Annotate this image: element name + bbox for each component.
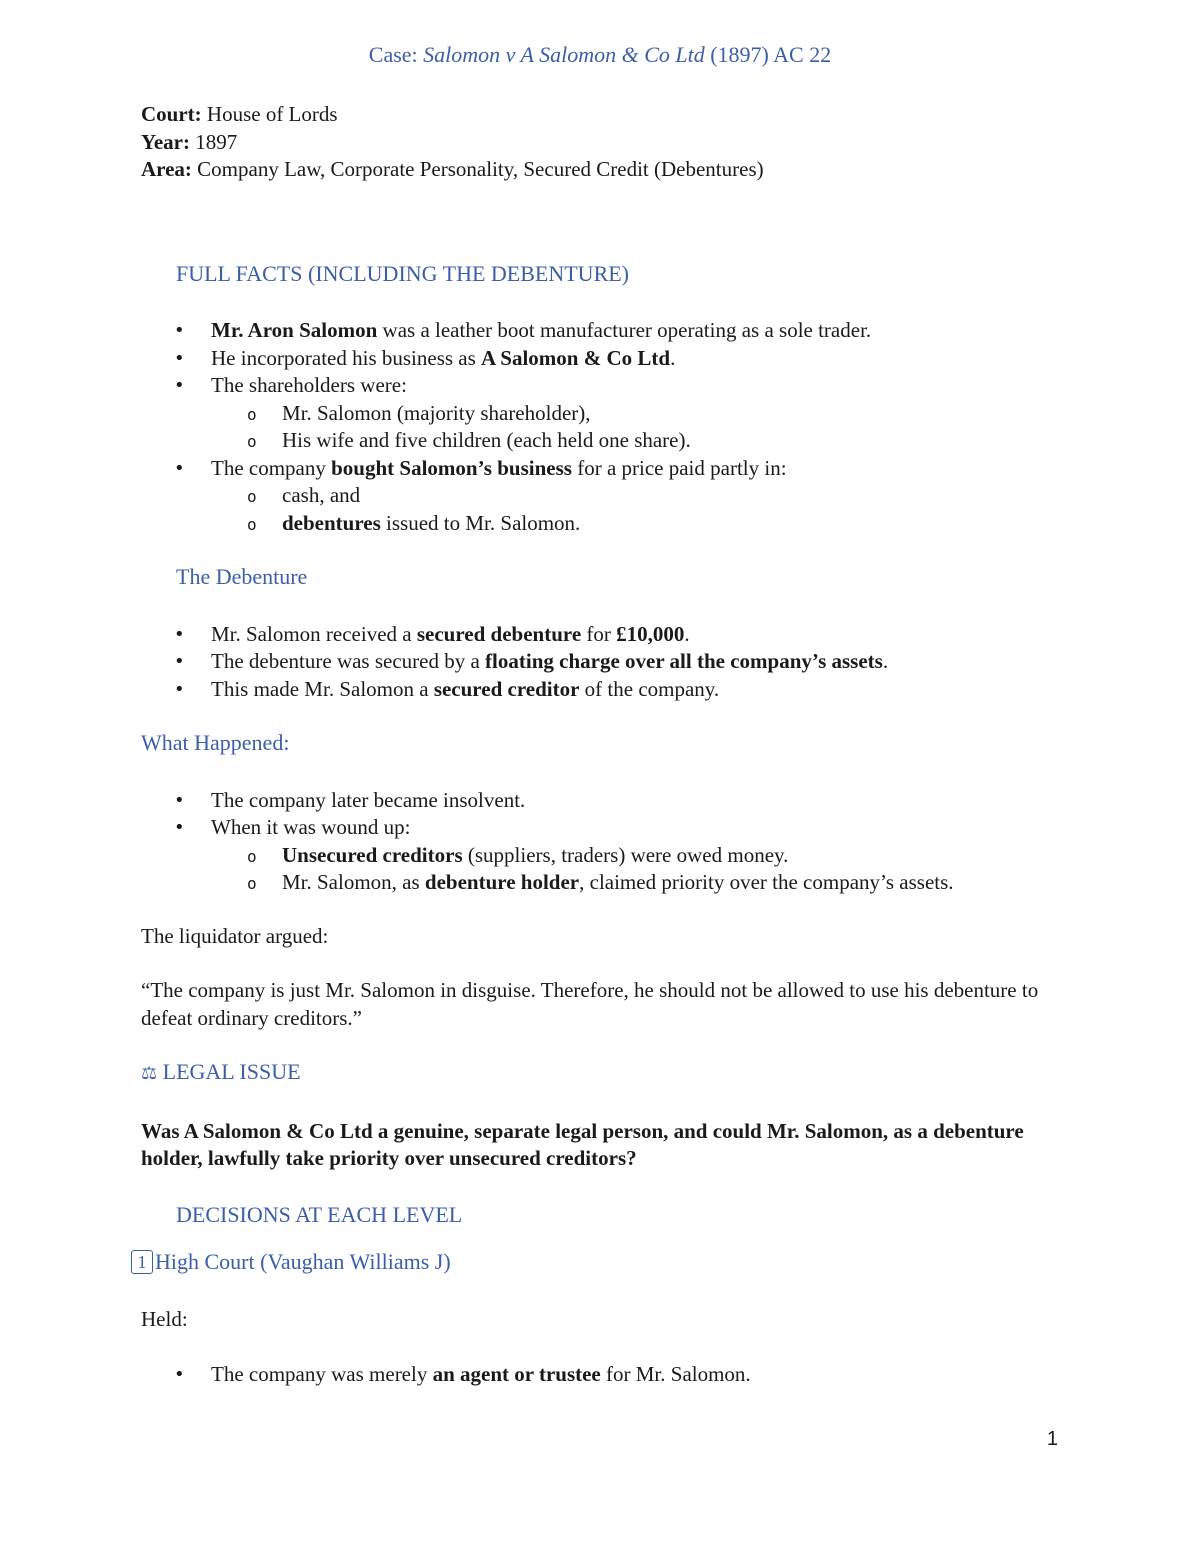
legal-issue-heading-text: LEGAL ISSUE bbox=[157, 1059, 301, 1084]
list-item-text: The debenture was secured by a bbox=[211, 649, 486, 673]
sub-list-item: o His wife and five children (each held one share). bbox=[282, 427, 1061, 455]
sub-list-item: o Mr. Salomon (majority shareholder), bbox=[282, 400, 1061, 428]
happened-list bbox=[141, 787, 1061, 897]
sub-list-item-text: Mr. Salomon, as bbox=[282, 870, 425, 894]
high-court-heading bbox=[137, 1248, 1061, 1276]
decisions-heading: DECISIONS AT EACH LEVEL bbox=[176, 1201, 463, 1227]
list-item bbox=[211, 317, 1061, 345]
year-value: 1897 bbox=[189, 129, 238, 154]
debenture-list bbox=[141, 621, 1061, 704]
sub-list-item: o cash, and bbox=[282, 482, 1061, 510]
area-label: Area: bbox=[141, 157, 192, 181]
page-number: 1 bbox=[1046, 1428, 1058, 1450]
number-one-icon: 1 bbox=[131, 1250, 153, 1274]
area-line bbox=[141, 156, 1061, 184]
liquidator-quote: “The company is just Mr. Salomon in disguise. Therefore, he should not be allowed to use his debenture to defeat ordinary creditors.” bbox=[141, 978, 1039, 1030]
page-header bbox=[0, 42, 1200, 68]
legal-issue-question-text: Was A Salomon & Co Ltd a genuine, separate legal person, and could Mr. Salomon, as a debenture holder, lawfully take priority over unsecured creditors? bbox=[141, 1118, 1024, 1170]
held-label: Held: bbox=[141, 1306, 188, 1331]
held-list bbox=[141, 1361, 1061, 1389]
liquidator-intro: The liquidator argued: bbox=[141, 923, 329, 948]
list-item-text: . bbox=[684, 621, 690, 646]
document-body bbox=[137, 101, 1061, 1389]
sub-list-item bbox=[282, 510, 1061, 538]
list-item-text: He incorporated his business as bbox=[211, 345, 482, 370]
list-item bbox=[211, 1361, 1061, 1389]
legal-issue-heading bbox=[141, 1058, 1061, 1088]
list-item: • The company later became insolvent. bbox=[211, 787, 1061, 815]
sub-list-item bbox=[282, 842, 1061, 870]
debenture-holder-bold: debenture holder bbox=[424, 870, 580, 894]
year-label: Year: bbox=[141, 129, 190, 154]
wound-up-sublist bbox=[211, 842, 1061, 897]
list-item bbox=[211, 621, 1061, 649]
case-prefix: Case: bbox=[368, 42, 424, 67]
list-item-text: When it was wound up: bbox=[211, 815, 411, 839]
list-item-text: . bbox=[670, 345, 676, 370]
floating-charge-bold: floating charge over all the company’s assets bbox=[485, 649, 883, 673]
facts-list bbox=[141, 317, 1061, 537]
sub-list-item-text: (suppliers, traders) were owed money. bbox=[462, 842, 789, 867]
sub-list-item-text: , claimed priority over the company’s assets. bbox=[579, 870, 954, 894]
amount-bold: £10,000 bbox=[616, 621, 685, 646]
sub-list-item bbox=[282, 869, 1061, 897]
what-happened-heading: What Happened: bbox=[141, 730, 290, 755]
debenture-heading: The Debenture bbox=[176, 564, 308, 589]
list-item bbox=[211, 372, 1061, 455]
list-item-text: The company bbox=[211, 455, 332, 480]
list-item bbox=[211, 676, 1061, 704]
list-item-text: for a price paid partly in: bbox=[571, 455, 787, 480]
agent-trustee-bold: an agent or trustee bbox=[432, 1362, 601, 1386]
list-item bbox=[211, 455, 1061, 538]
list-item-text: This made Mr. Salomon a bbox=[211, 676, 434, 701]
payment-sublist bbox=[211, 482, 1061, 537]
bought-business-bold: bought Salomon’s business bbox=[331, 455, 572, 480]
list-item-text: for Mr. Salomon. bbox=[600, 1362, 751, 1386]
high-court-title: High Court (Vaughan Williams J) bbox=[155, 1249, 451, 1274]
list-item-text: . bbox=[882, 649, 889, 673]
list-item bbox=[211, 345, 1061, 373]
list-item bbox=[211, 814, 1061, 897]
list-item-text: The company was merely bbox=[211, 1362, 433, 1386]
case-name: Salomon v A Salomon & Co Ltd bbox=[423, 42, 705, 67]
secured-creditor-bold: secured creditor bbox=[433, 676, 580, 701]
list-item-text: of the company. bbox=[579, 676, 720, 701]
list-item bbox=[211, 648, 1061, 676]
aron-salomon-bold: Mr. Aron Salomon bbox=[211, 318, 378, 342]
court-value: House of Lords bbox=[201, 102, 338, 126]
list-item-text: was a leather boot manufacturer operating as a sole trader. bbox=[377, 318, 872, 342]
court-line bbox=[141, 101, 1061, 129]
list-item-text: for bbox=[581, 621, 617, 646]
court-label: Court: bbox=[141, 102, 202, 126]
full-facts-heading: FULL FACTS (INCLUDING THE DEBENTURE) bbox=[176, 260, 630, 286]
shareholders-sublist bbox=[211, 400, 1061, 455]
company-name-bold: A Salomon & Co Ltd bbox=[481, 345, 671, 370]
secured-debenture-bold: secured debenture bbox=[416, 621, 582, 646]
scales-icon: ⚖ bbox=[141, 1063, 158, 1084]
year-line bbox=[141, 129, 1061, 157]
list-item-text: The shareholders were: bbox=[211, 373, 407, 397]
debentures-bold: debentures bbox=[282, 510, 381, 535]
case-citation: (1897) AC 22 bbox=[704, 42, 832, 67]
list-item-text: Mr. Salomon received a bbox=[211, 621, 417, 646]
unsecured-creditors-bold: Unsecured creditors bbox=[282, 842, 463, 867]
area-value: Company Law, Corporate Personality, Secured Credit (Debentures) bbox=[191, 157, 764, 181]
legal-issue-question bbox=[141, 1118, 1061, 1173]
sub-list-item-text: issued to Mr. Salomon. bbox=[380, 510, 581, 535]
